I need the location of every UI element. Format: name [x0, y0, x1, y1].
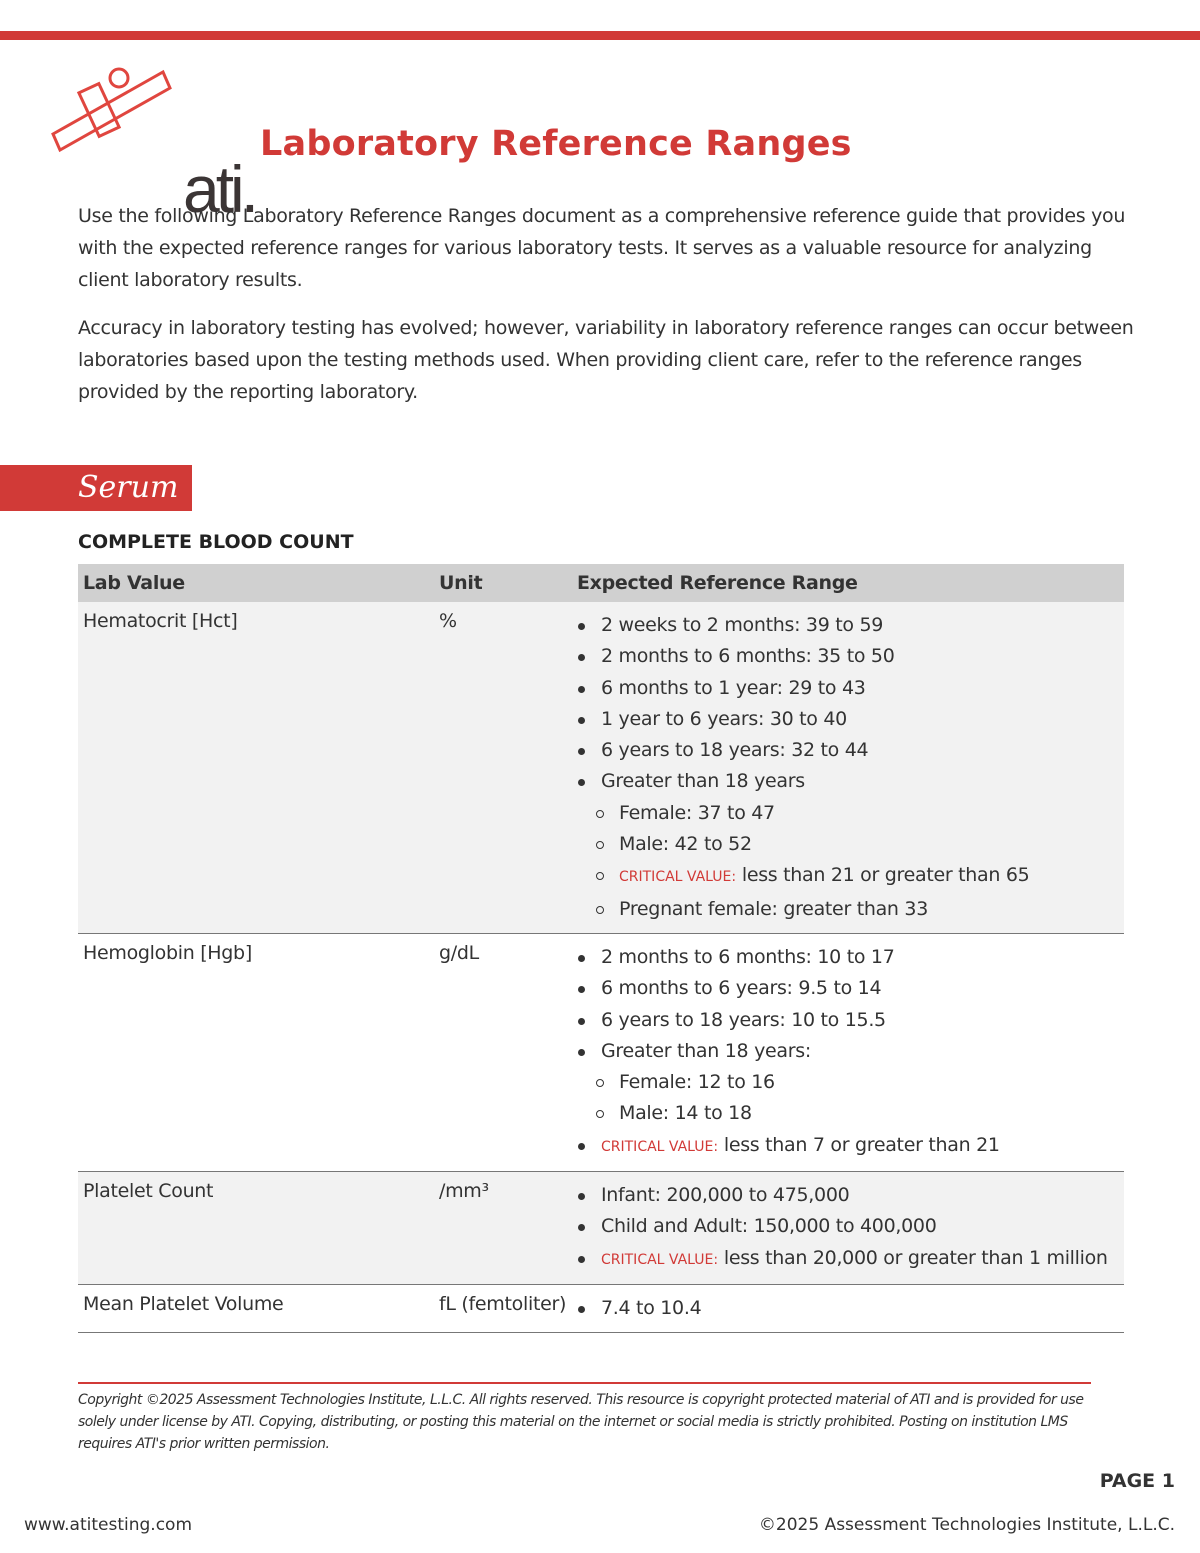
- range-item: [577, 1243, 1124, 1276]
- ati-logo-text: ati.: [183, 152, 256, 226]
- top-accent-bar: [0, 31, 1200, 40]
- range-text: 2 weeks to 2 months: 39 to 59: [601, 614, 884, 636]
- range-item: [577, 673, 1124, 704]
- range-text: 6 months to 6 years: 9.5 to 14: [601, 977, 882, 1000]
- lab-value: Platelet Count: [78, 1172, 434, 1285]
- range-text: Female: 12 to 16: [619, 1071, 775, 1094]
- intro-paragraph: Accuracy in laboratory testing has evolved; however, variability in laboratory reference ranges can occur between laboratories based upon the testing methods used. When providing client care, refer to the reference ranges provided by the reporting laboratory.: [78, 317, 1134, 403]
- lab-value: Hematocrit [Hct]: [78, 602, 434, 933]
- table-row: [78, 1284, 1124, 1332]
- footer-divider: [78, 1382, 1091, 1384]
- header-lab-value: Lab Value: [78, 564, 434, 602]
- ati-logo-figure-icon: [48, 64, 178, 164]
- range-item: [577, 942, 1124, 973]
- lab-value: Hemoglobin [Hgb]: [78, 933, 434, 1171]
- unit: %: [434, 602, 572, 933]
- critical-value-label: CRITICAL VALUE:: [601, 1138, 719, 1155]
- website-link[interactable]: www.atitesting.com: [24, 1515, 193, 1535]
- range-item: [577, 1211, 1124, 1242]
- range-item: [577, 1180, 1124, 1211]
- range-text: 2 months to 6 months: 10 to 17: [601, 945, 895, 968]
- header-unit: Unit: [434, 564, 572, 602]
- range-item: [577, 1005, 1124, 1036]
- unit: fL (femtoliter): [434, 1284, 572, 1332]
- range-text: 2 months to 6 months: 35 to 50: [601, 645, 895, 668]
- range-item: [577, 610, 1124, 641]
- range-item: [577, 1098, 1124, 1129]
- table-row: [78, 602, 1124, 933]
- range-text: Greater than 18 years:: [601, 1039, 811, 1062]
- range-text: Male: 42 to 52: [619, 833, 752, 856]
- range-item: [577, 798, 1124, 829]
- range-text: less than 21 or greater than 65: [741, 864, 1030, 887]
- range-item: [577, 894, 1124, 925]
- range-item: [577, 704, 1124, 735]
- range-text: 6 months to 1 year: 29 to 43: [601, 676, 866, 699]
- header-range: Expected Reference Range: [572, 564, 1124, 602]
- range-text: less than 7 or greater than 21: [723, 1133, 1000, 1156]
- range-text: Male: 14 to 18: [619, 1102, 752, 1125]
- unit: g/dL: [434, 933, 572, 1171]
- range-text: Infant: 200,000 to 475,000: [601, 1184, 850, 1207]
- reference-range: [572, 933, 1124, 1171]
- range-text: 1 year to 6 years: 30 to 40: [601, 707, 847, 730]
- range-text: less than 20,000 or greater than 1 million: [723, 1246, 1108, 1269]
- table-row: [78, 933, 1124, 1171]
- range-item: [577, 641, 1124, 672]
- range-item: [577, 860, 1124, 893]
- reference-range: [572, 1284, 1124, 1332]
- reference-range: [572, 1172, 1124, 1285]
- range-item: [577, 973, 1124, 1004]
- range-item: [577, 766, 1124, 797]
- unit: /mm³: [434, 1172, 572, 1285]
- page-number: PAGE 1: [1099, 1470, 1175, 1492]
- range-item: [577, 1036, 1124, 1067]
- range-text: Greater than 18 years: [601, 770, 805, 793]
- page-title: Laboratory Reference Ranges: [260, 124, 852, 164]
- range-text: Child and Adult: 150,000 to 400,000: [601, 1215, 937, 1238]
- lab-value: Mean Platelet Volume: [78, 1284, 434, 1332]
- critical-value-label: CRITICAL VALUE:: [601, 1251, 719, 1268]
- range-text: Pregnant female: greater than 33: [619, 897, 928, 920]
- subsection-heading: COMPLETE BLOOD COUNT: [78, 531, 354, 553]
- section-banner: Serum: [0, 465, 192, 511]
- range-text: Female: 37 to 47: [619, 801, 775, 824]
- range-item: [577, 1293, 1124, 1324]
- range-item: [577, 735, 1124, 766]
- range-text: 7.4 to 10.4: [601, 1296, 702, 1319]
- critical-value-label: CRITICAL VALUE:: [619, 869, 737, 886]
- intro-paragraph: Use the following Laboratory Reference Ranges document as a comprehensive reference guide that provides you with the expected reference ranges for various laboratory tests. It serves as a valuable resource for analyzing client laboratory results.: [78, 205, 1126, 291]
- table-row: [78, 1172, 1124, 1285]
- range-item: [577, 829, 1124, 860]
- copyright-notice: Copyright ©2025 Assessment Technologies Institute, L.L.C. All rights reserved. This resource is copyright protected material of ATI and is provided for use solely under license by ATI. Copying, distributing, or posting this material on the internet or social media is strictly prohibited. Posting on institution LMS requires ATI's prior written permission.: [78, 1392, 1084, 1452]
- intro: [78, 200, 1138, 424]
- company-copyright: ©2025 Assessment Technologies Institute, L.L.C.: [758, 1515, 1175, 1535]
- range-item: [577, 1067, 1124, 1098]
- reference-range: [572, 602, 1124, 933]
- range-text: 6 years to 18 years: 10 to 15.5: [601, 1008, 886, 1031]
- range-text: 6 years to 18 years: 32 to 44: [601, 739, 869, 762]
- range-item: [577, 1130, 1124, 1163]
- ati-logo: [48, 64, 256, 226]
- cbc-table: [78, 564, 1124, 1333]
